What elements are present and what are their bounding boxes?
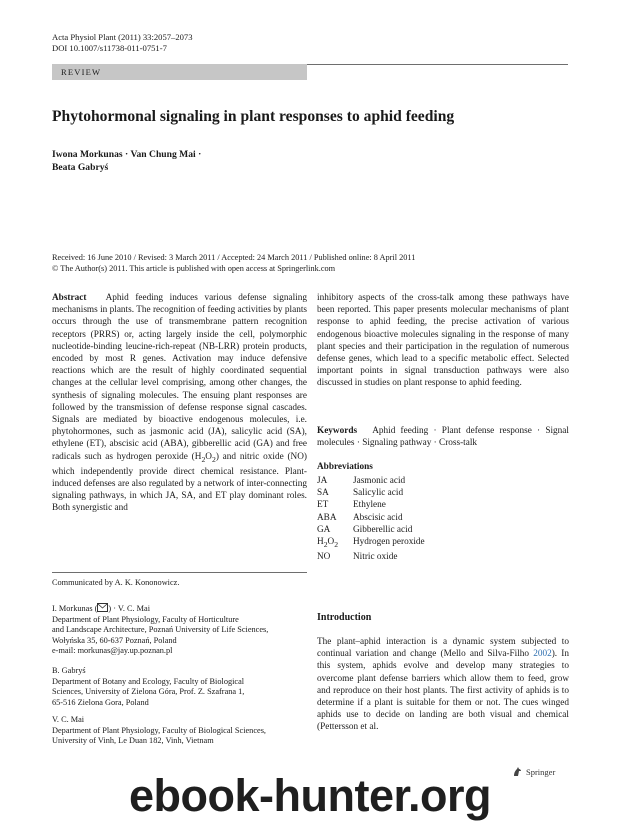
affiliation-line: University of Vinh, Le Duan 182, Vinh, Vietnam <box>52 736 214 746</box>
abstract-body-end: ) and nitric oxide (NO) which independently provide direct chemical resistance. Plant-induced defenses are also regulated by a network of inter-connecting signaling pathways, in which JA, SA, and ET play dominant roles. Both synergistic and <box>52 451 308 514</box>
paper-title: Phytohormonal signaling in plant responses to aphid feeding <box>52 108 455 125</box>
abstract-text <box>52 292 307 515</box>
names-text-end: ) · V. C. Mai <box>108 604 151 613</box>
abbr-value: Abscisic acid <box>353 512 403 523</box>
dates-line: Received: 16 June 2010 / Revised: 3 March 2011 / Accepted: 24 March 2011 / Published online: 8 April 2011 <box>52 253 416 262</box>
abbr-key: GA <box>317 524 331 535</box>
section-bar <box>52 64 307 80</box>
copyright-line: © The Author(s) 2011. This article is published with open access at Springerlink.com <box>52 264 336 273</box>
abbreviation-row <box>317 499 425 511</box>
abstract-right-column <box>317 292 569 390</box>
keywords-text: Aphid feeding · Plant defense response · Signal molecules · Signaling pathway · Cross-talk <box>317 426 569 449</box>
abbreviation-row <box>317 536 425 551</box>
footnote-rule <box>52 572 307 573</box>
citation-link[interactable]: 2002 <box>533 649 552 660</box>
abbreviation-row <box>317 487 425 499</box>
subscript: 2 <box>211 454 216 464</box>
affiliation-line: and Landscape Architecture, Poznań University of Life Sciences, <box>52 625 269 635</box>
keywords-label: Keywords <box>317 426 358 436</box>
affiliation-line: Wołyńska 35, 60-637 Poznań, Poland <box>52 635 177 645</box>
abstract-left-column <box>52 292 307 515</box>
abbr-value: Salicylic acid <box>353 488 404 499</box>
abbreviations-list <box>317 475 425 563</box>
abbreviation-row <box>317 551 425 563</box>
affiliation-3 <box>52 715 307 747</box>
affiliation-line: Department of Botany and Ecology, Faculty of Biological <box>52 676 245 686</box>
header-rule <box>307 64 568 65</box>
affiliation-names: V. C. Mai <box>52 715 85 724</box>
introduction-text <box>317 636 569 734</box>
abbr-key: ABA <box>317 512 337 523</box>
abbr-key: NO <box>317 552 331 563</box>
abbr-key: JA <box>317 476 328 486</box>
abbr-value: Ethylene <box>353 500 386 511</box>
abbreviation-row <box>317 512 425 524</box>
affiliation-names: B. Gabryś <box>52 666 86 675</box>
intro-text: The plant–aphid interaction is a dynamic system subjected to continual variation and change (Mello and Silva-Filho <box>317 637 569 660</box>
affiliation-2 <box>52 666 307 708</box>
intro-text-cont: ). In this system, aphids evolve and develop many strategies to overcome plant defense barriers which allow them to feed, grow and reproduce on their host plants. The first activity of aphids is to determine if a plant is suitable for them or not. The cues winged aphids use to decide on landing are both visual and chemical (Pettersson et al. <box>317 649 569 733</box>
journal-citation: Acta Physiol Plant (2011) 33:2057–2073 <box>52 32 193 42</box>
communicated-by: Communicated by A. K. Kononowicz. <box>52 578 180 587</box>
authors-line-2: Beata Gabryś <box>52 162 109 173</box>
journal-header <box>52 32 193 54</box>
publication-dates <box>52 252 415 274</box>
names-text: I. Morkunas ( <box>52 604 98 613</box>
envelope-icon <box>97 603 108 612</box>
abbr-value: Hydrogen peroxide <box>353 537 425 548</box>
abstract-continuation: inhibitory aspects of the cross-talk among these pathways have been reported. This paper presents molecular mechanisms of plant response to aphid feeding, the precise activation of various endogenous bioactive molecules signaling in the response of many plant species and their participation in the regulation of numerous defense genes, which lead to a specific metabolic effect. Selected important points in signal transduction pathways were also discussed in studies on plant response to aphid feeding. <box>317 293 569 389</box>
affiliation-1 <box>52 603 307 657</box>
introduction-paragraph <box>317 636 569 734</box>
publisher-name: Springer <box>526 766 556 777</box>
affiliation-line: Department of Plant Physiology, Faculty of Horticulture <box>52 614 239 624</box>
abbr-value: Gibberellic acid <box>353 524 413 535</box>
abbreviation-row <box>317 475 425 487</box>
affiliation-names <box>52 603 307 615</box>
abbreviations-title: Abbreviations <box>317 462 373 472</box>
doi: DOI 10.1007/s11738-011-0751-7 <box>52 43 167 53</box>
watermark: ebook-hunter.org <box>129 770 491 821</box>
abstract-label: Abstract <box>52 293 87 303</box>
authors-line-1: Iwona Morkunas · Van Chung Mai · <box>52 149 202 160</box>
abbr-key: SA <box>317 488 329 499</box>
keywords <box>317 425 569 449</box>
section-label: REVIEW <box>61 67 102 77</box>
formula-part: O <box>205 451 212 462</box>
abbr-value: Nitric oxide <box>353 552 398 563</box>
subscript: 2 <box>201 454 206 464</box>
affiliation-line: 65-516 Zielona Gora, Poland <box>52 697 149 707</box>
abbr-value: Jasmonic acid <box>353 476 406 486</box>
author-list <box>52 148 201 174</box>
affiliation-line: Department of Plant Physiology, Faculty of Biological Sciences, <box>52 725 266 735</box>
abbr-key: ET <box>317 500 329 511</box>
abbreviation-row <box>317 524 425 536</box>
abbr-key: $H_2O_2$ <box>317 537 339 549</box>
affiliation-line: Sciences, University of Zielona Góra, Prof. Z. Szafrana 1, <box>52 687 245 697</box>
email-link[interactable]: e-mail: morkunas@jay.up.poznan.pl <box>52 646 173 656</box>
abstract-body: Aphid feeding induces various defense signaling mechanisms in plants. The recognition of feeding activities by plants occurs through the use of transmembrane pattern recognition receptors (PRRS) or, acting largely inside the cell, polymorphic nucleotide-binding leucine-rich-repeat (NB-LRR) protein products, encoded by most R genes. Activation may induce defensive reactions which are the result of highly coordinated sequential changes at the cellular level comprising, among other changes, the synthesis of signaling molecules. The ensuing plant responses are followed by the transmission of defense response signal cascades. Signals are mediated by bioactive endogenous molecules, i.e. phytohormones, such as jasmonic acid (JA), salicylic acid (SA), ethylene (ET), abscisic acid (ABA), gibberellic acid (GA) and free radicals such as hydrogen peroxide (H <box>52 293 307 462</box>
introduction-heading: Introduction <box>317 612 372 623</box>
